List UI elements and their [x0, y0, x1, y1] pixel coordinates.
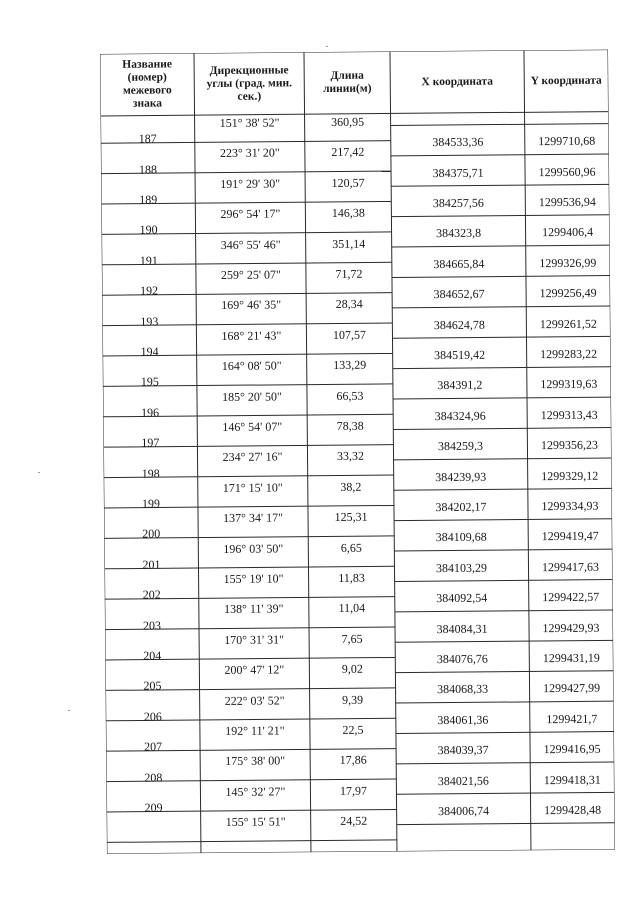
mark-number-cell: 205: [143, 678, 162, 694]
mark-number-cell: 209: [144, 800, 163, 815]
angle-cell: 137° 34' 17": [223, 510, 284, 526]
scan-speck: [38, 472, 40, 473]
row-rule-right: [394, 488, 612, 490]
header-length: Длина линии(м): [323, 69, 372, 96]
angle-cell: 164° 08' 50": [221, 358, 282, 374]
length-cell: 125,31: [334, 509, 368, 525]
angle-cell: 145° 32' 27": [225, 784, 286, 799]
x-coordinate-cell: 384624,78: [433, 317, 485, 332]
y-coordinate-cell: 1299356,23: [540, 437, 598, 453]
mark-number-cell: 200: [142, 526, 161, 542]
row-rule-right: [396, 701, 614, 703]
length-cell: 17,97: [339, 783, 367, 798]
mark-number-cell: 196: [141, 405, 160, 420]
length-cell: 33,32: [336, 449, 365, 464]
length-cell: 146,38: [331, 205, 365, 221]
angle-cell: 155° 19' 10": [223, 571, 284, 586]
angle-cell: 175° 38' 00": [225, 753, 286, 769]
y-coordinate-cell: 1299428,48: [544, 802, 602, 818]
y-coordinate-cell: 1299417,63: [541, 559, 600, 574]
x-coordinate-cell: 384039,37: [437, 742, 489, 758]
mark-number-cell: 203: [142, 618, 162, 633]
y-coordinate-cell: 1299422,57: [542, 589, 600, 605]
angle-cell: 191° 29' 30": [220, 176, 281, 191]
x-coordinate-cell: 384665,84: [433, 256, 485, 271]
angle-cell: 296° 54' 17": [220, 206, 281, 222]
mark-number-cell: 191: [139, 253, 158, 268]
y-coordinate-cell: 1299319,63: [540, 377, 598, 392]
row-rule-right: [391, 124, 609, 126]
length-cell: 7,65: [341, 631, 363, 646]
row-rule-right: [393, 428, 611, 430]
angle-cell: 234° 27' 16": [222, 449, 283, 465]
y-coordinate-cell: 1299406,4: [542, 225, 594, 240]
length-cell: 38,2: [340, 479, 362, 494]
x-coordinate-cell: 384391,2: [437, 378, 483, 393]
row-rule-right: [395, 640, 613, 642]
mark-number-cell: 188: [138, 162, 158, 177]
row-rule-right: [391, 154, 609, 156]
length-cell: 71,72: [335, 266, 363, 281]
y-coordinate-cell: 1299431,19: [542, 650, 600, 666]
mark-number-cell: 189: [139, 192, 158, 207]
x-coordinate-cell: 384259,3: [437, 438, 483, 454]
row-rule-right: [394, 519, 612, 521]
length-cell: 133,29: [333, 357, 367, 373]
row-rule-right: [392, 336, 610, 338]
y-coordinate-cell: 1299427,99: [542, 681, 601, 696]
angle-cell: 151° 38' 52": [219, 115, 280, 130]
row-rule-right: [391, 184, 609, 186]
row-rule-right: [393, 367, 611, 369]
mark-number-cell: 195: [140, 374, 159, 390]
x-coordinate-cell: 384021,56: [437, 773, 489, 788]
angle-cell: 192° 11' 21": [225, 723, 285, 738]
row-rule-right: [394, 458, 612, 460]
scan-speck: [68, 710, 70, 711]
y-coordinate-cell: 1299313,43: [540, 407, 598, 422]
length-cell: 6,65: [340, 540, 362, 555]
mark-number-cell: 197: [141, 435, 160, 450]
x-coordinate-cell: 384519,42: [434, 347, 486, 363]
x-coordinate-cell: 384092,54: [436, 590, 488, 606]
row-rule-right: [395, 610, 613, 612]
y-coordinate-cell: 1299710,68: [538, 133, 596, 149]
length-cell: 66,53: [336, 388, 364, 403]
header-y: Y координата: [530, 74, 602, 87]
length-cell: 107,57: [332, 327, 367, 342]
length-cell: 9,02: [341, 661, 363, 677]
angle-cell: 200° 47' 12": [224, 662, 285, 678]
x-coordinate-cell: 384103,29: [435, 560, 488, 575]
table-border: [107, 850, 615, 854]
angle-cell: 185° 20' 50": [221, 389, 282, 404]
boundary-marks-table: [100, 50, 615, 854]
y-coordinate-cell: 1299421,7: [546, 711, 598, 726]
row-rule-right: [395, 671, 613, 673]
header-name: Название (номер) межевого знака: [122, 58, 172, 110]
length-cell: 28,34: [335, 297, 363, 312]
row-rule-right: [396, 732, 614, 734]
length-cell: 351,14: [332, 236, 366, 251]
length-cell: 120,57: [331, 175, 365, 190]
angle-cell: 223° 31' 20": [219, 145, 280, 161]
mark-number-cell: 206: [143, 709, 162, 724]
length-cell: 11,83: [338, 570, 365, 585]
x-coordinate-cell: 384239,93: [435, 469, 487, 484]
header-x: X координата: [421, 75, 494, 88]
row-rule-right: [395, 580, 613, 582]
x-coordinate-cell: 384068,33: [436, 682, 489, 697]
length-cell: 24,52: [340, 813, 368, 829]
y-coordinate-cell: 1299329,12: [541, 468, 599, 483]
row-rule-right: [397, 823, 615, 825]
angle-cell: 346° 55' 46": [220, 237, 281, 252]
mark-number-cell: 208: [144, 770, 163, 785]
length-cell: 17,86: [339, 753, 367, 768]
y-coordinate-cell: 1299429,93: [542, 620, 600, 635]
x-coordinate-cell: 384084,31: [436, 621, 488, 636]
angle-cell: 146° 54' 07": [222, 419, 283, 434]
mark-number-cell: 187: [138, 131, 157, 146]
y-coordinate-cell: 1299326,99: [539, 255, 597, 270]
x-coordinate-cell: 384006,74: [438, 803, 490, 819]
mark-number-cell: 198: [141, 466, 160, 481]
mark-number-cell: 194: [140, 344, 159, 359]
row-rule-right: [393, 397, 611, 399]
scan-speck: [326, 46, 328, 47]
row-rule-right: [392, 276, 610, 278]
angle-cell: 138° 11' 39": [224, 601, 284, 617]
x-coordinate-cell: 384109,68: [435, 530, 487, 545]
angle-cell: 168° 21' 43": [221, 328, 282, 343]
angle-cell: 196° 03' 50": [223, 541, 284, 556]
angle-cell: 259° 25' 07": [220, 267, 281, 282]
angle-cell: 171° 15' 10": [222, 480, 283, 495]
length-cell: 9,39: [342, 692, 364, 707]
x-coordinate-cell: 384323,8: [436, 226, 482, 241]
x-coordinate-cell: 384076,76: [436, 651, 488, 667]
mark-number-cell: 204: [143, 648, 162, 663]
x-coordinate-cell: 384061,36: [437, 712, 489, 727]
header-angles: Дирекционные углы (град. мин. сек.): [206, 63, 293, 103]
length-cell: 78,38: [336, 418, 364, 433]
row-rule-right: [394, 549, 612, 551]
y-coordinate-cell: 1299419,47: [541, 529, 599, 544]
mark-number-cell: 192: [140, 283, 159, 298]
angle-cell: 170° 31' 31": [224, 632, 285, 647]
length-cell: 217,42: [331, 145, 365, 160]
mark-number-cell: 201: [142, 557, 161, 572]
mark-number-cell: 190: [139, 222, 158, 238]
row-rule-right: [392, 306, 610, 308]
row-rule-right: [391, 215, 609, 217]
length-cell: 360,95: [331, 114, 365, 129]
y-coordinate-cell: 1299334,93: [541, 498, 599, 514]
y-coordinate-cell: 1299418,31: [543, 772, 601, 787]
angle-cell: 169° 46' 35": [221, 297, 282, 313]
row-rule-left: [107, 840, 397, 843]
y-coordinate-cell: 1299261,52: [539, 316, 597, 331]
y-coordinate-cell: 1299283,22: [540, 346, 598, 362]
x-coordinate-cell: 384533,36: [432, 134, 484, 150]
length-cell: 11,04: [338, 601, 366, 616]
y-coordinate-cell: 1299560,96: [538, 164, 596, 179]
row-rule-right: [392, 245, 610, 247]
y-coordinate-cell: 1299416,95: [543, 741, 601, 757]
y-coordinate-cell: 1299256,49: [539, 285, 597, 301]
y-coordinate-cell: 1299536,94: [538, 194, 596, 210]
angle-cell: 155° 15' 51": [225, 814, 286, 830]
mark-number-cell: 199: [141, 496, 160, 511]
x-coordinate-cell: 384324,96: [434, 408, 486, 423]
x-coordinate-cell: 384375,71: [432, 165, 484, 180]
x-coordinate-cell: 384652,67: [433, 286, 485, 302]
row-rule-right: [396, 762, 614, 764]
row-rule-right: [396, 792, 614, 794]
angle-cell: 222° 03' 52": [224, 693, 285, 708]
x-coordinate-cell: 384202,17: [435, 499, 487, 515]
mark-number-cell: 202: [142, 587, 161, 602]
mark-number-cell: 207: [143, 739, 163, 754]
mark-number-cell: 193: [140, 314, 159, 329]
x-coordinate-cell: 384257,56: [432, 195, 484, 211]
length-cell: 22,5: [342, 722, 364, 737]
